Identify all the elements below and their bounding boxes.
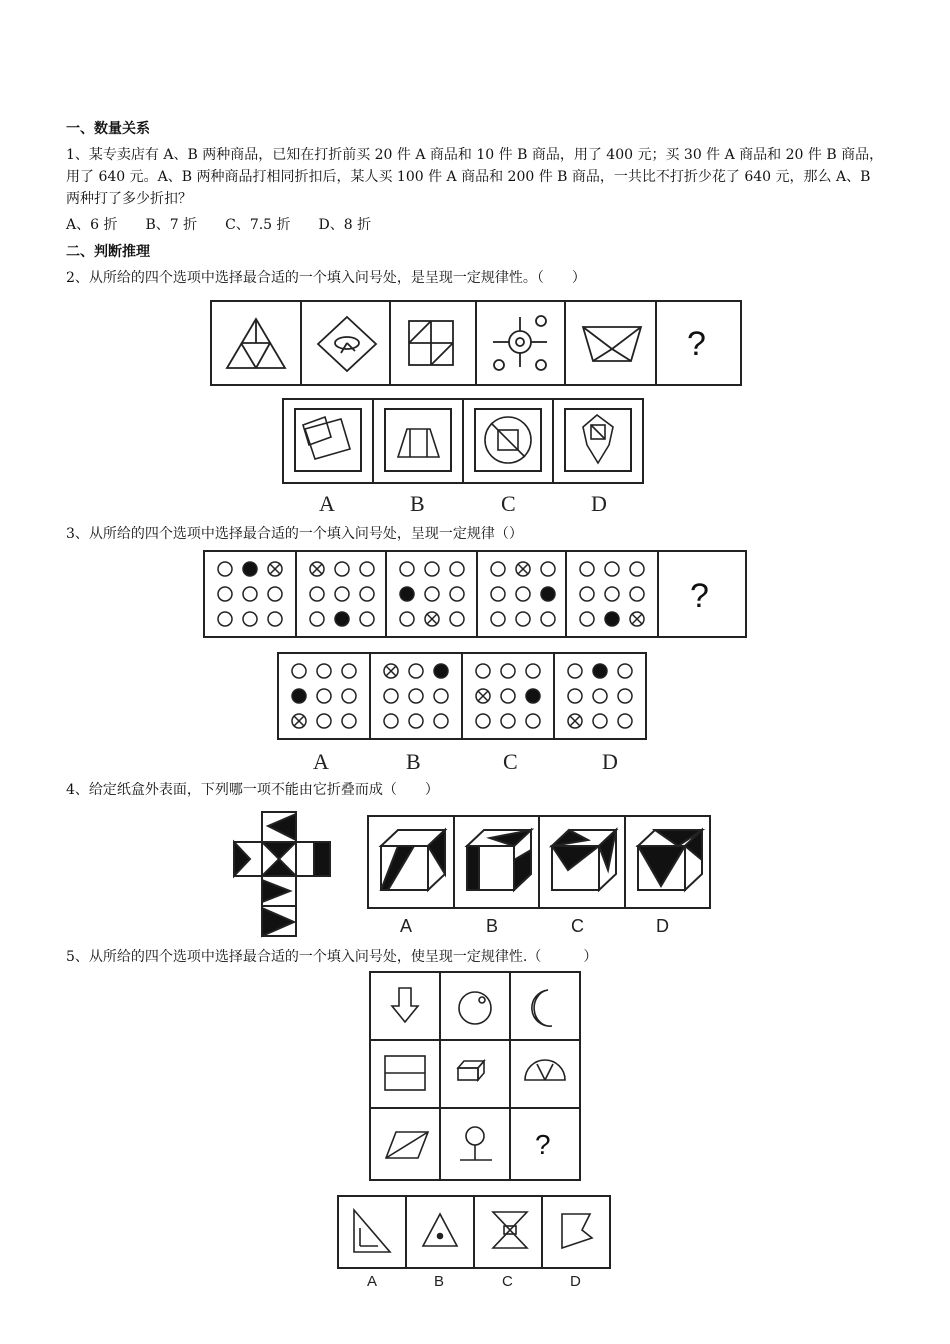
- empty-dot: [580, 587, 594, 601]
- empty-dot: [400, 612, 414, 626]
- empty-dot: [335, 562, 349, 576]
- question-2-figure: [205, 297, 750, 519]
- q5-arrow-down: [392, 988, 418, 1022]
- empty-dot: [618, 714, 632, 728]
- q4-option-a: [381, 830, 445, 890]
- empty-dot: [476, 664, 490, 678]
- empty-dot: [360, 612, 374, 626]
- empty-dot: [541, 562, 555, 576]
- question-1-options: A、6 折 B、7 折 C、7.5 折 D、8 折: [66, 217, 372, 233]
- question-5-text: 5、从所给的四个选项中选择最合适的一个填入问号处，使呈现一定规律性.（ ）: [66, 949, 598, 965]
- empty-dot: [593, 714, 607, 728]
- question-4-text: 4、给定纸盒外表面，下列哪一项不能由它折叠而成（ ）: [66, 782, 439, 798]
- empty-dot: [618, 689, 632, 703]
- q5-box: [458, 1061, 484, 1080]
- q2-panel-1: [227, 319, 285, 368]
- empty-dot: [400, 562, 414, 576]
- empty-dot: [541, 612, 555, 626]
- empty-dot: [268, 587, 282, 601]
- empty-dot: [568, 664, 582, 678]
- empty-dot: [501, 664, 515, 678]
- q2-panel-4: [493, 316, 547, 370]
- q2-option-a: [303, 417, 350, 459]
- q5-tree: [460, 1127, 492, 1160]
- empty-dot: [491, 587, 505, 601]
- black-dot: [243, 562, 257, 576]
- empty-dot: [630, 587, 644, 601]
- black-dot: [526, 689, 540, 703]
- empty-dot: [335, 587, 349, 601]
- empty-dot: [593, 689, 607, 703]
- q2-label-b: B: [410, 491, 425, 516]
- q2-panel-3: [409, 321, 453, 365]
- empty-dot: [243, 612, 257, 626]
- q5-option-d: [562, 1214, 592, 1248]
- empty-dot: [580, 562, 594, 576]
- empty-dot: [292, 664, 306, 678]
- q4-label-c: C: [571, 916, 584, 936]
- empty-dot: [526, 714, 540, 728]
- q4-cube-net: [234, 812, 330, 936]
- q3-label-b: B: [406, 749, 421, 774]
- q2-label-d: D: [591, 491, 607, 516]
- empty-dot: [268, 612, 282, 626]
- empty-dot: [360, 562, 374, 576]
- empty-dot: [450, 612, 464, 626]
- q2-label-c: C: [501, 491, 516, 516]
- empty-dot: [618, 664, 632, 678]
- question-5-figure: [330, 968, 620, 1290]
- q2-panel-2: [318, 317, 376, 371]
- black-dot: [292, 689, 306, 703]
- empty-dot: [516, 587, 530, 601]
- empty-dot: [434, 714, 448, 728]
- q4-label-d: D: [656, 916, 669, 936]
- q3-dot-grids: [218, 562, 644, 728]
- q5-question-mark: ?: [535, 1129, 551, 1160]
- empty-dot: [491, 562, 505, 576]
- empty-dot: [342, 689, 356, 703]
- q2-option-b: [398, 429, 439, 457]
- empty-dot: [450, 587, 464, 601]
- q3-question-mark: ?: [690, 577, 709, 615]
- q2-panel-5: [583, 327, 641, 361]
- black-dot: [541, 587, 555, 601]
- section-heading-quantity: 一、数量关系: [66, 121, 150, 137]
- q3-label-c: C: [503, 749, 518, 774]
- empty-dot: [384, 689, 398, 703]
- section-heading-reasoning: 二、判断推理: [66, 244, 150, 260]
- q2-option-c: [485, 417, 531, 463]
- empty-dot: [425, 562, 439, 576]
- q5-rect-split: [385, 1056, 425, 1090]
- empty-dot: [218, 612, 232, 626]
- question-1-text: 1、某专卖店有 A、B 两种商品，已知在打折前买 20 件 A 商品和 10 件 B 商品，用了 400 元；买 30 件 A 商品和 20 件 B 商品，用了 640 元。A、B 两种商品打相同折扣后，某人买 100 件 A 商品和 200 件 B 商品，一共比不打折少花了 640 元，那么 A、B 两种打了多少折扣？: [66, 147, 884, 207]
- q5-option-a: [354, 1210, 390, 1252]
- q4-option-d: [638, 830, 702, 890]
- empty-dot: [243, 587, 257, 601]
- empty-dot: [501, 689, 515, 703]
- black-dot: [335, 612, 349, 626]
- empty-dot: [342, 714, 356, 728]
- q3-sequence-frame: [204, 551, 746, 637]
- q5-label-a: A: [367, 1273, 378, 1290]
- empty-dot: [310, 587, 324, 601]
- q3-label-a: A: [313, 749, 329, 774]
- q5-label-d: D: [570, 1273, 581, 1290]
- question-4-figure: [228, 810, 718, 938]
- empty-dot: [384, 714, 398, 728]
- q5-circle: [459, 992, 491, 1024]
- empty-dot: [360, 587, 374, 601]
- empty-dot: [526, 664, 540, 678]
- question-3-figure: [200, 547, 750, 775]
- empty-dot: [317, 664, 331, 678]
- empty-dot: [491, 612, 505, 626]
- q5-half-circle: [525, 1060, 565, 1080]
- empty-dot: [425, 587, 439, 601]
- black-dot: [434, 664, 448, 678]
- q4-option-c: [552, 830, 616, 890]
- q2-label-a: A: [319, 491, 335, 516]
- q4-label-b: B: [486, 916, 499, 936]
- empty-dot: [409, 664, 423, 678]
- empty-dot: [409, 714, 423, 728]
- empty-dot: [568, 689, 582, 703]
- empty-dot: [317, 714, 331, 728]
- q5-parallelogram: [386, 1132, 428, 1158]
- q2-option-d: [583, 415, 613, 463]
- empty-dot: [317, 689, 331, 703]
- q4-option-b: [467, 830, 531, 890]
- empty-dot: [218, 587, 232, 601]
- empty-dot: [476, 714, 490, 728]
- q5-option-c: [493, 1212, 527, 1248]
- empty-dot: [501, 714, 515, 728]
- question-3-text: 3、从所给的四个选项中选择最合适的一个填入问号处，呈现一定规律（）: [66, 526, 523, 542]
- q5-label-c: C: [502, 1273, 513, 1290]
- empty-dot: [450, 562, 464, 576]
- empty-dot: [218, 562, 232, 576]
- empty-dot: [605, 587, 619, 601]
- empty-dot: [342, 664, 356, 678]
- empty-dot: [434, 689, 448, 703]
- q4-label-a: A: [400, 916, 413, 936]
- empty-dot: [605, 562, 619, 576]
- question-2-text: 2、从所给的四个选项中选择最合适的一个填入问号处，是呈现一定规律性。（ ）: [66, 270, 586, 286]
- empty-dot: [310, 612, 324, 626]
- black-dot: [593, 664, 607, 678]
- q5-option-b: [423, 1214, 457, 1246]
- q5-label-b: B: [434, 1273, 445, 1290]
- black-dot: [400, 587, 414, 601]
- q2-question-mark: ?: [687, 325, 706, 363]
- empty-dot: [580, 612, 594, 626]
- black-dot: [605, 612, 619, 626]
- empty-dot: [630, 562, 644, 576]
- empty-dot: [516, 612, 530, 626]
- q3-label-d: D: [602, 749, 618, 774]
- q5-crescent: [532, 990, 552, 1026]
- empty-dot: [409, 689, 423, 703]
